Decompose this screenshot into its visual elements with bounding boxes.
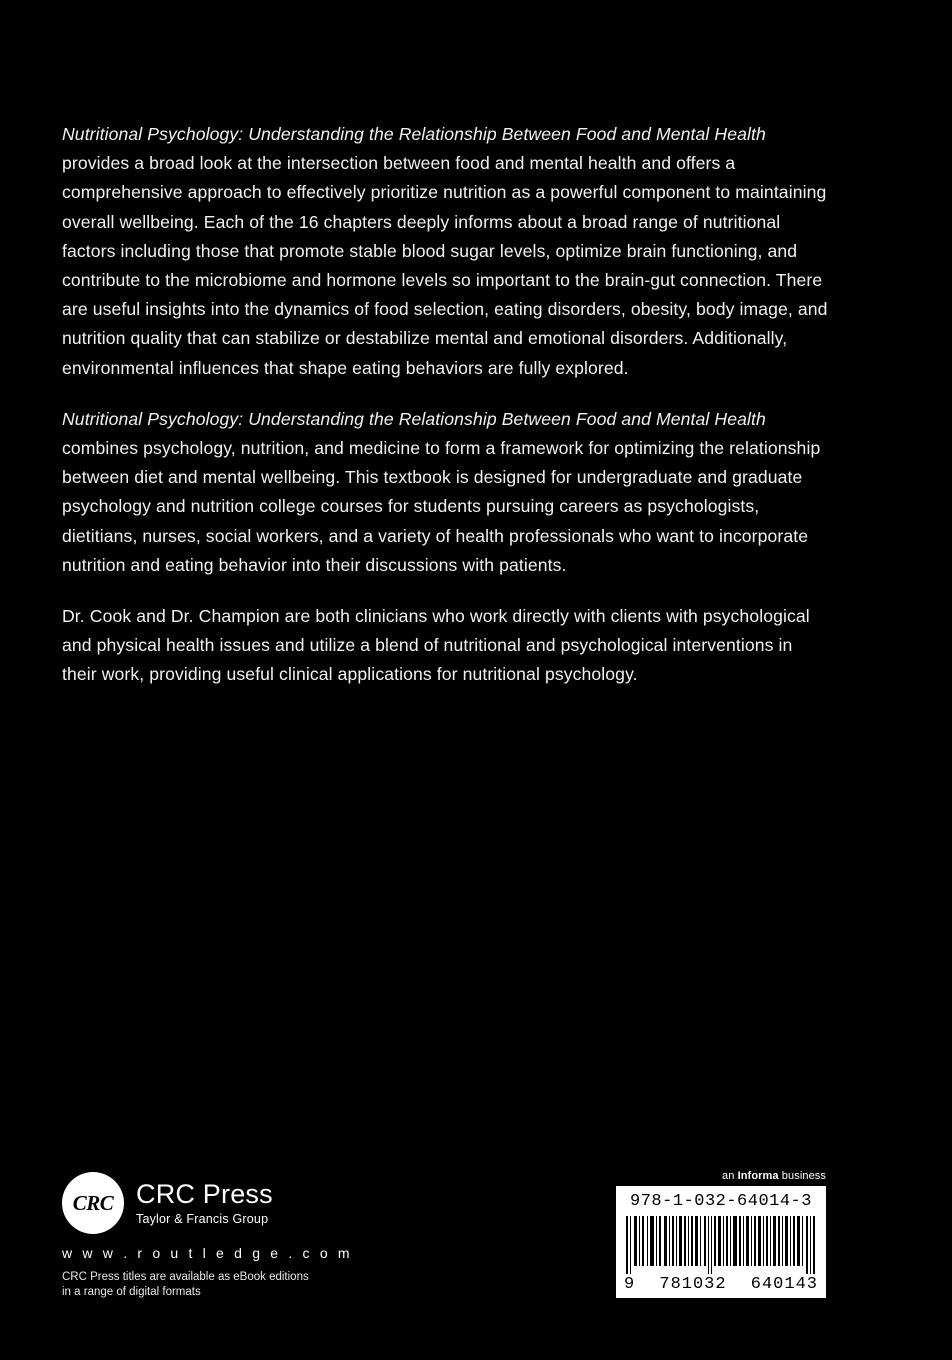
informa-suffix: business: [778, 1170, 826, 1182]
book-title-italic-2: Nutritional Psychology: Understanding the Relationship Between Food and Mental Health: [62, 408, 766, 429]
publisher-group: Taylor & Francis Group: [136, 1211, 269, 1226]
crc-circle-logo-icon: CRC: [62, 1172, 124, 1234]
blurb-paragraph-3-body: Dr. Cook and Dr. Champion are both clinicians who work directly with clients with psychological and physical health issues and utilize a blend of nutritional and psychological interventions in their work, providing useful clinical applications for nutritional psychology.: [62, 606, 810, 685]
ebook-note-line-1: CRC Press titles are available as eBook editions: [62, 1271, 309, 1283]
cover-footer: [0, 1160, 952, 1320]
ean-middle-digits: 781032: [659, 1275, 727, 1294]
ean-left-digit: 9: [624, 1275, 636, 1294]
publisher-logo-row: [62, 1172, 362, 1234]
informa-prefix: an: [721, 1170, 738, 1182]
publisher-website[interactable]: w w w . r o u t l e d g e . c o m: [62, 1245, 353, 1261]
publisher-name: CRC Press: [136, 1178, 273, 1209]
blurb-paragraph-1: [62, 120, 830, 383]
blurb-paragraph-2: [62, 405, 830, 580]
barcode-card: [616, 1186, 826, 1298]
ean13-digits: [616, 1274, 826, 1294]
informa-brand: Informa: [737, 1170, 779, 1182]
ebook-note-line-2: in a range of digital formats: [62, 1285, 201, 1298]
ean-right-digits: 640143: [750, 1275, 818, 1294]
isbn-number: 978-1-032-64014-3: [630, 1192, 812, 1211]
barcode-block: [616, 1170, 826, 1298]
ean13-barcode-icon: [626, 1216, 816, 1274]
ebook-note: [62, 1270, 362, 1299]
publisher-name-block: [136, 1180, 273, 1227]
blurb-text-block: [62, 120, 830, 690]
blurb-paragraph-2-body: combines psychology, nutrition, and medicine to form a framework for optimizing the relationship between diet and mental wellbeing. This textbook is designed for undergraduate and graduate psychology and nutrition college courses for students pursuing careers as psychologists, dietitians, nurses, social workers, and a variety of health professionals who want to incorporate nutrition and eating behavior into their discussions with patients.: [62, 438, 821, 575]
publisher-block: [62, 1172, 362, 1299]
book-title-italic-1: Nutritional Psychology: Understanding the Relationship Between Food and Mental Health: [62, 124, 766, 144]
informa-business-label: [616, 1170, 826, 1182]
blurb-paragraph-3: [62, 602, 830, 690]
blurb-paragraph-1-body: provides a broad look at the intersection between food and mental health and offers a comprehensive approach to effectively prioritize nutrition as a powerful component to maintaining overall wellbeing. Each of the 16 chapters deeply informs about a broad range of nutritional factors including those that promote stable blood sugar levels, optimize brain functioning, and contribute to the microbiome and hormone levels so important to the brain-gut connection. There are useful insights into the dynamics of food selection, eating disorders, obesity, body image, and nutrition quality that can stabilize or destabilize mental and emotional disorders. Additionally, environmental influences that shape eating behaviors are fully explored.: [62, 153, 828, 378]
